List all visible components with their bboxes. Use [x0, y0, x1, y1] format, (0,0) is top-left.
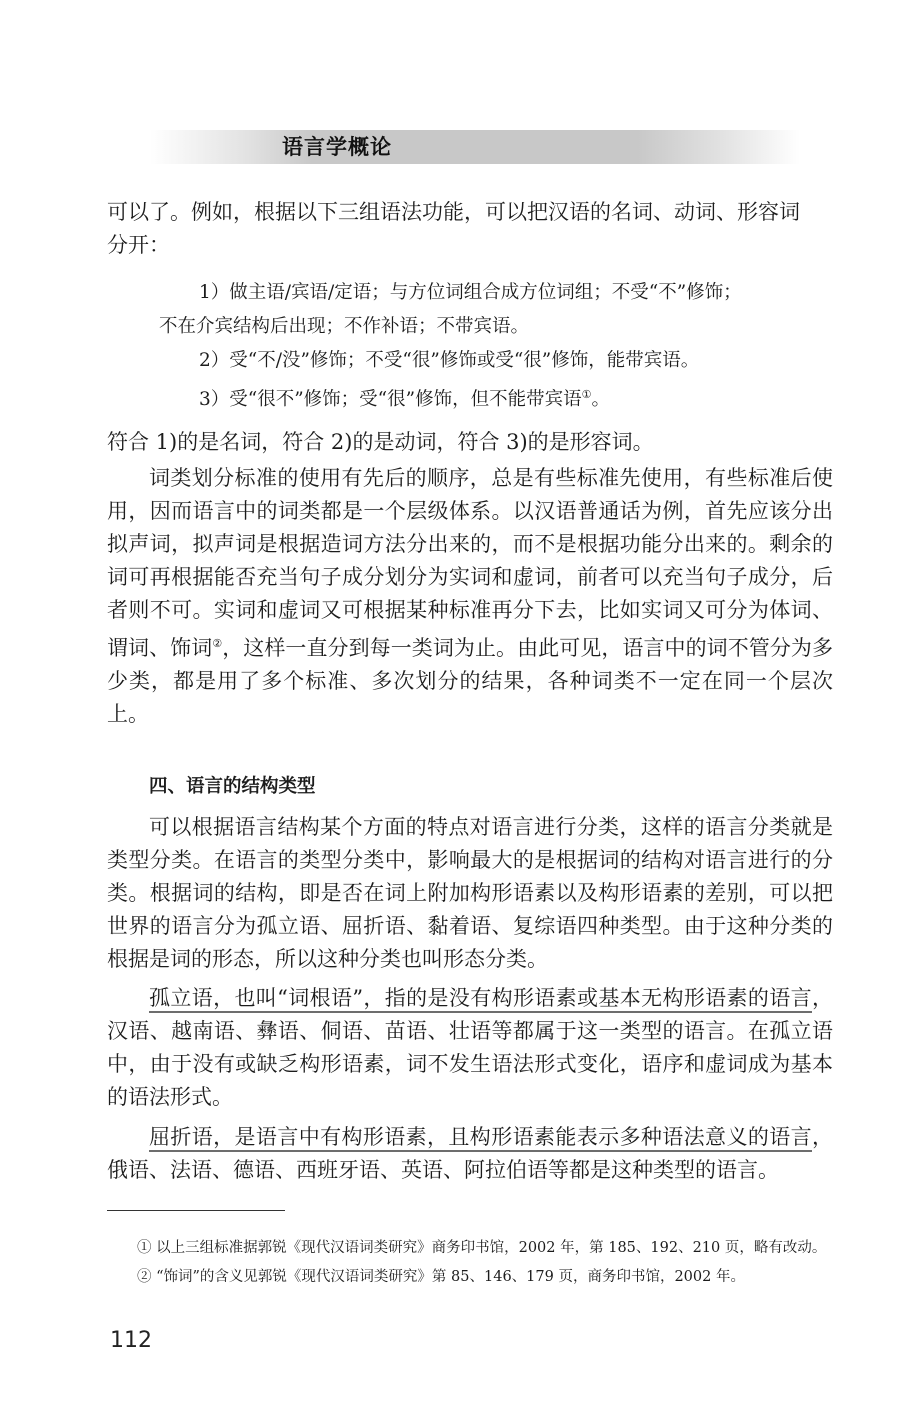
footnotes: [107, 1236, 833, 1290]
criterion-1-line-2: 不在介宾结构后出现；不作补语；不带宾语。: [159, 316, 530, 337]
criterion-3: [107, 378, 833, 417]
footnote-2-mark: ②: [137, 1269, 152, 1285]
intro-line-1: 可以了。例如，根据以下三组语法功能，可以把汉语的名词、动词、形容词: [107, 200, 800, 224]
typology-text: 可以根据语言结构某个方面的特点对语言进行分类，这样的语言分类就是类型分类。在语言的类型分类中，影响最大的是根据词的结构对语言进行的分类。根据词的结构，即是否在词上附加构形语素以及构形语素的差别，可以把世界的语言分为孤立语、屈折语、黏着语、复综语四种类型。由于这种分类的根据是词的形态，所以这种分类也叫形态分类。: [107, 815, 833, 971]
footnote-divider: [107, 1210, 285, 1211]
footnote-ref-1: ①: [581, 388, 592, 401]
hierarchy-text-a: 词类划分标准的使用有先后的顺序，总是有些标准先使用，有些标准后使用，因而语言中的词类都是一个层级体系。以汉语普通话为例，首先应该分出拟声词，拟声词是根据造词方法分出来的，而不是根据功能分出来的。剩余的词可再根据能否充当句子成分划分为实词和虚词，前者可以充当句子成分，后者则不可。实词和虚词又可根据某种标准再分下去，比如实词又可分为体词、谓词、饰词: [107, 466, 833, 660]
hierarchy-text-b: ，这样一直分到每一类词为止。由此可见，语言中的词不管分为多少类，都是用了多个标准、多次划分的结果，各种词类不一定在同一个层次上。: [107, 636, 833, 726]
running-header-title: 语言学概论: [282, 135, 392, 159]
inflectional-definition-underlined: 屈折语，是语言中有构形语素，且构形语素能表示多种语法意义的语言: [149, 1125, 812, 1152]
section-heading: 四、语言的结构类型: [149, 776, 316, 797]
inflectional-paragraph: [107, 1121, 833, 1187]
isolating-text-rest: ，汉语、越南语、彝语、侗语、苗语、壮语等都属于这一类型的语言。在孤立语中，由于没有或缺乏构形语素，词不发生语法形式变化，语序和虚词成为基本的语法形式。: [107, 986, 833, 1109]
intro-paragraph: [107, 196, 833, 262]
intro-line-2: 分开：: [107, 233, 170, 257]
footnote-2-text: “饰词”的含义见郭锐《现代汉语词类研究》第 85、146、179 页，商务印书馆，2002 年。: [151, 1269, 745, 1285]
criterion-1-line-1: 1）做主语/宾语/定语；与方位词组合成方位词组；不受“不”修饰；: [199, 282, 742, 303]
isolating-paragraph: [107, 982, 833, 1114]
footnote-1-text: 以上三组标准据郭锐《现代汉语词类研究》商务印书馆，2002 年，第 185、192、210 页，略有改动。: [151, 1240, 827, 1256]
hierarchy-text: [107, 462, 833, 731]
footnote-2: [107, 1265, 833, 1290]
inflectional-text: [107, 1121, 833, 1187]
footnote-1-mark: ①: [137, 1240, 152, 1256]
footnote-ref-2: ②: [212, 637, 223, 650]
conclusion-text: 符合 1)的是名词，符合 2)的是动词，符合 3)的是形容词。: [107, 430, 654, 454]
inflectional-text-rest: ，俄语、法语、德语、西班牙语、英语、阿拉伯语等都是这种类型的语言。: [107, 1125, 833, 1182]
conclusion-paragraph: [107, 426, 833, 459]
criterion-3-text: 3）受“很不”修饰；受“很”修饰，但不能带宾语: [199, 389, 582, 411]
section-heading-block: [107, 770, 833, 803]
typology-paragraph: [107, 811, 833, 976]
running-header-band: [150, 130, 800, 164]
criterion-3-end: 。: [591, 389, 610, 411]
isolating-definition-underlined: 孤立语，也叫“词根语”，指的是没有构形语素或基本无构形语素的语言: [149, 986, 812, 1013]
hierarchy-paragraph: [107, 462, 833, 731]
footnote-1: [107, 1236, 833, 1261]
page-number: 112: [110, 1328, 152, 1353]
isolating-text: [107, 982, 833, 1114]
criteria-list: [107, 276, 833, 417]
criterion-2: 2）受“不/没”修饰；不受“很”修饰或受“很”修饰，能带宾语。: [199, 350, 700, 371]
